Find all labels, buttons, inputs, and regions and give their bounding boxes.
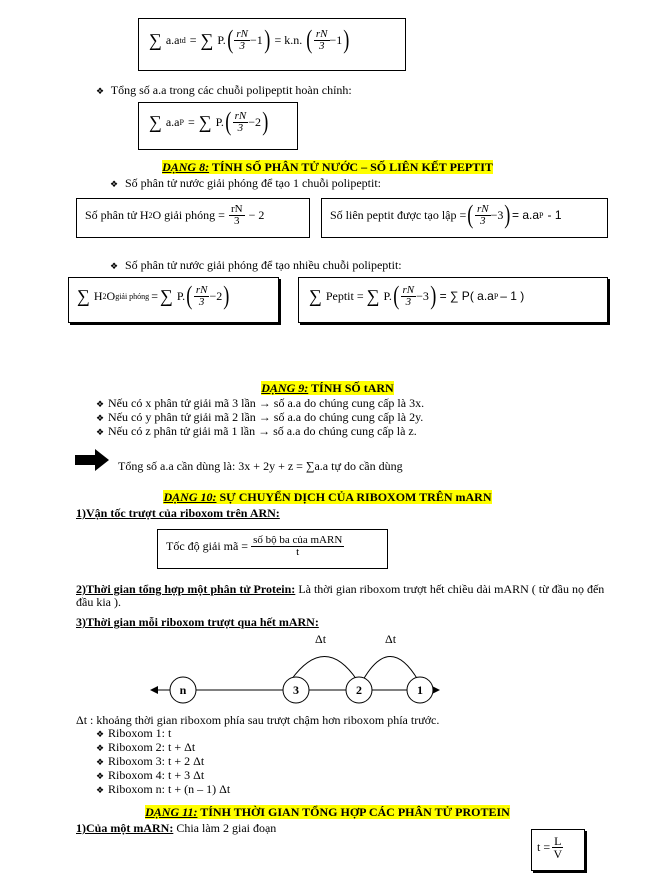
section-last-title: 1)Của một mARN:: [76, 821, 174, 835]
denominator: 3: [405, 295, 412, 308]
dang10-label: DẠNG 10:: [163, 490, 217, 504]
diamond-bullet-icon: ❖: [96, 743, 105, 753]
arc-2-1: [363, 657, 418, 681]
dang9-bullet-list: [96, 397, 424, 439]
dang9-highlight: [261, 381, 393, 395]
list-item: [96, 755, 230, 769]
right-arrow-icon: [75, 449, 109, 471]
list-item-text: Riboxom 1: t: [108, 726, 172, 740]
t-fraction: [552, 835, 563, 860]
equals: =: [151, 288, 158, 303]
equals: =: [356, 288, 364, 303]
paren-open: (: [467, 200, 474, 229]
minus-two: −2: [209, 288, 223, 303]
peptide-sub: P: [539, 210, 544, 220]
text-total-aa: [96, 83, 352, 98]
dang8-label: DẠNG 8:: [162, 160, 210, 174]
paren-open: (: [227, 25, 234, 54]
sum-symbol: ∑: [77, 285, 90, 306]
diamond-bullet-icon: ❖: [96, 771, 105, 781]
sum-symbol: ∑: [366, 285, 380, 306]
arrow-left-icon: [150, 686, 158, 694]
p-term: P.: [217, 32, 226, 47]
list-item: [96, 741, 230, 755]
dang11-title: TÍNH THỜI GIAN TỔNG HỢP CÁC PHÂN TỬ PROTEIN: [197, 805, 510, 819]
diamond-bullet-icon: ❖: [96, 413, 105, 423]
delta-t-label-1: Δt: [315, 632, 327, 646]
diamond-bullet-icon: ❖: [110, 179, 119, 189]
delta-t-label-2: Δt: [385, 632, 397, 646]
numerator: L: [554, 834, 562, 848]
formula-lhs-sub: td: [179, 35, 186, 45]
text-water-many-label: Số phân tử nước giải phóng để tạo nhiều chuỗi polipeptit:: [125, 258, 402, 272]
paren-open: (: [393, 281, 400, 310]
dang10-title: SỰ CHUYỂN DỊCH CỦA RIBOXOM TRÊN mARN: [216, 490, 492, 504]
section3-title: 3)Thời gian mỗi riboxom trượt qua hết mARN:: [76, 615, 319, 629]
p-term: P.: [383, 288, 392, 303]
diamond-bullet-icon: ❖: [96, 757, 105, 767]
fraction-rn-3: [194, 285, 210, 308]
paren-close: ): [264, 25, 271, 54]
peptide-text: Số liên peptit được tạo lập =: [330, 207, 467, 222]
dang8-title: TÍNH SỐ PHÂN TỬ NƯỚC – SỐ LIÊN KẾT PEPTIT: [209, 160, 493, 174]
sum-symbol: ∑: [149, 111, 162, 132]
text-water-many: [110, 258, 402, 273]
minus-one: −1: [250, 32, 263, 47]
ribosome-node-label: 3: [293, 683, 299, 697]
speed-fraction: [251, 535, 344, 558]
sum-symbol: ∑: [159, 285, 173, 306]
water-text: Số phân tử H: [85, 208, 149, 222]
water-tail: O giải phóng =: [152, 208, 225, 222]
ribosome-node-label: 1: [417, 683, 423, 697]
text-water-one: [110, 176, 381, 191]
box-h2o-sum: [68, 277, 279, 323]
paren-open: (: [306, 25, 313, 54]
denominator: 3: [198, 295, 205, 308]
text-water-one-label: Số phân tử nước giải phóng để tạo 1 chuỗi polipeptit:: [125, 176, 381, 190]
sum-symbol: ∑: [149, 29, 162, 50]
paren-close: ): [223, 281, 230, 310]
dang11-heading: [0, 805, 655, 820]
formula-lhs: a.a: [165, 32, 180, 47]
fraction-rn-3: [234, 29, 250, 52]
list-item: [96, 727, 230, 741]
peptit-close: – 1 ): [500, 289, 525, 303]
list-item: [96, 783, 230, 797]
list-item: [96, 411, 424, 425]
dang9-label: DẠNG 9:: [261, 381, 309, 395]
box-peptit-sum: [298, 277, 608, 323]
paren-close: ): [504, 200, 511, 229]
section-last: [76, 821, 276, 836]
fraction-rn-3: [233, 111, 249, 134]
dang8-heading: [0, 160, 655, 175]
denominator: V: [553, 847, 563, 861]
list-item-text: Nếu có z phân tử giải mã 1 lần → số a.a do chúng cung cấp là z.: [108, 424, 417, 438]
paren-close: ): [343, 25, 350, 54]
fraction-rn-3: [314, 29, 330, 52]
ribosome-node-label: 2: [356, 683, 362, 697]
numerator: rN: [236, 27, 248, 40]
box-water-count: [76, 198, 310, 238]
peptit-label: Peptit: [325, 288, 354, 303]
peptide-tail: = a.a: [512, 208, 540, 222]
dt-note: Δt : khoảng thời gian riboxom phía sau trượt chậm hơn riboxom phía trước.: [76, 713, 440, 727]
list-item-text: Riboxom 4: t + 3 Δt: [108, 768, 205, 782]
denominator: t: [296, 546, 300, 558]
diamond-bullet-icon: ❖: [110, 261, 119, 271]
sum-symbol: ∑: [309, 285, 322, 306]
numerator: rN: [315, 27, 328, 40]
minus-two: −2: [248, 114, 261, 129]
diamond-bullet-icon: ❖: [96, 785, 105, 795]
dang9-total: [118, 459, 403, 474]
numerator: rN: [230, 203, 243, 215]
section2-title: 2)Thời gian tổng hợp một phân tử Protein:: [76, 582, 296, 596]
h-term: H: [93, 288, 103, 303]
dang9-total-text: Tổng số a.a cần dùng là: 3x + 2y + z = ∑a.a tự do cần dùng: [118, 459, 403, 473]
numerator: rN: [402, 283, 415, 296]
section-last-text: Chia làm 2 giai đoạn: [173, 821, 277, 835]
p-term: P.: [176, 288, 186, 303]
t-box: [531, 829, 585, 871]
diamond-bullet-icon: ❖: [96, 427, 105, 437]
dang11-highlight: [145, 805, 510, 819]
speed-box: [157, 529, 388, 569]
section1-title: 1)Vận tốc trượt của riboxom trên ARN:: [76, 506, 280, 520]
ribosome-node-label: n: [179, 683, 187, 697]
list-item: [96, 397, 424, 411]
paren-close: ): [262, 107, 269, 136]
numerator: số bộ ba của mARN: [253, 534, 343, 546]
peptit-sub: P: [493, 291, 499, 301]
fraction-rn-3: [475, 204, 491, 227]
diamond-bullet-icon: ❖: [96, 729, 105, 739]
peptide-end: - 1: [547, 208, 562, 222]
ribo-bullet-list: [96, 727, 230, 797]
paren-open: (: [225, 107, 232, 136]
equals: =: [187, 114, 195, 129]
list-item-text: Nếu có x phân tử giải mã 3 lần → số a.a do chúng cung cấp là 3x.: [108, 396, 425, 410]
equals: =: [189, 32, 197, 47]
p-term: P.: [215, 114, 224, 129]
paren-close: ): [430, 281, 437, 310]
gp-sub: giải phóng: [115, 291, 150, 301]
formula-box-aa-td: [138, 18, 406, 71]
sum-symbol: ∑: [198, 111, 212, 132]
formula-box-aa-p: [138, 102, 298, 150]
kn-term: = k.n.: [274, 32, 303, 47]
dang9-heading: [0, 381, 655, 396]
box-peptide-count: [321, 198, 608, 238]
section2-text: Là thời gian riboxom trượt hết chiều dài mARN ( từ đầu nọ đến đầu kia ).: [76, 582, 605, 609]
peptit-end: = ∑ P( a.a: [439, 289, 494, 303]
list-item: [96, 425, 424, 439]
list-item: [96, 769, 230, 783]
paren-open: (: [186, 281, 193, 310]
list-item-text: Nếu có y phân tử giải mã 2 lần → số a.a do chúng cung cấp là 2y.: [108, 410, 424, 424]
formula-lhs: a.a: [165, 114, 180, 129]
list-item-text: Riboxom 2: t + Δt: [108, 740, 196, 754]
numerator: rN: [476, 202, 489, 215]
fraction-rn-3: [229, 204, 245, 227]
formula-lhs-sub: P: [179, 117, 184, 127]
dang8-highlight: [162, 160, 493, 174]
minus-two: − 2: [248, 208, 265, 222]
sum-symbol: ∑: [200, 29, 214, 50]
o-term: O: [106, 288, 116, 303]
diamond-bullet-icon: ❖: [96, 86, 105, 96]
speed-left: Tốc độ giải mã =: [166, 539, 249, 553]
minus-three: −3: [490, 207, 504, 222]
arc-3-2: [291, 657, 357, 681]
fraction-rn-3: [401, 285, 417, 308]
section2: [76, 583, 624, 609]
denominator: 3: [239, 39, 245, 52]
denominator: 3: [234, 215, 240, 227]
minus-three: −3: [416, 288, 429, 303]
dang10-heading: [0, 490, 655, 505]
list-item-text: Riboxom n: t + (n – 1) Δt: [108, 782, 231, 796]
dang10-highlight: [163, 490, 491, 504]
minus-one: −1: [329, 32, 343, 47]
list-item-text: Riboxom 3: t + 2 Δt: [108, 754, 205, 768]
denominator: 3: [480, 214, 486, 227]
ribosome-diagram: [150, 628, 450, 708]
diamond-bullet-icon: ❖: [96, 399, 105, 409]
dang11-label: DẠNG 11:: [145, 805, 198, 819]
h-sub: 2: [102, 291, 107, 301]
water-sub: 2: [148, 211, 153, 220]
numerator: rN: [234, 109, 247, 122]
t-label: t =: [537, 840, 551, 854]
numerator: rN: [195, 283, 208, 296]
denominator: 3: [318, 39, 325, 52]
denominator: 3: [237, 121, 244, 134]
dang9-title: TÍNH SỐ tARN: [308, 381, 394, 395]
text-total-aa-label: Tổng số a.a trong các chuỗi polipeptit hoàn chỉnh:: [110, 83, 352, 97]
